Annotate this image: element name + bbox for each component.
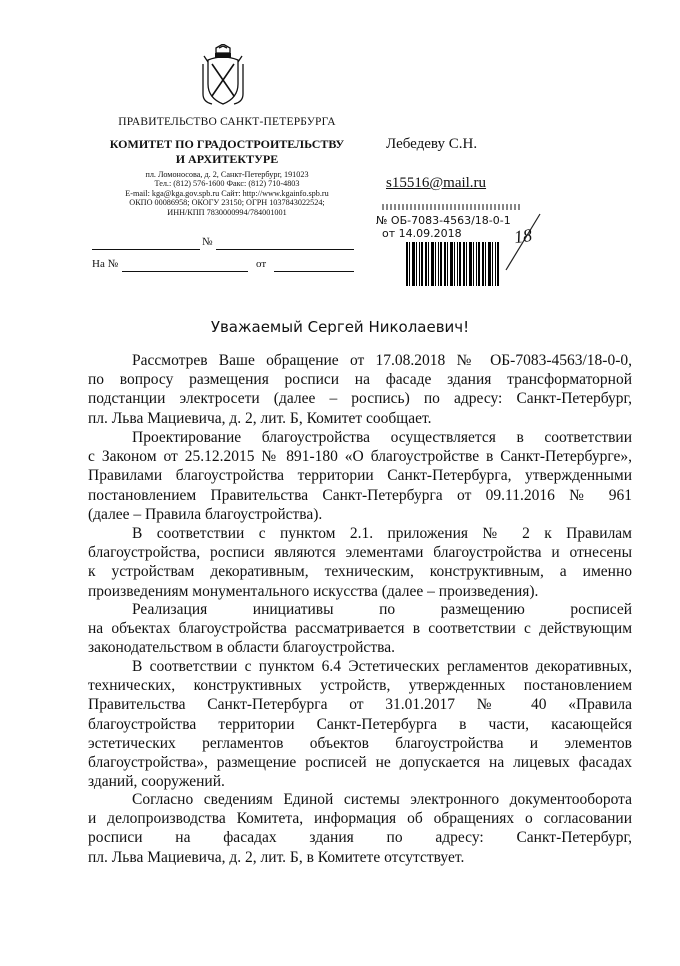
paragraph-line: В соответствии с пунктом 6.4 Эстетических регламентов декоративных,	[132, 658, 632, 675]
paragraph-line: росписи на фасадах здания по адресу: Санкт-Петербург,	[88, 829, 632, 847]
paragraph-line: Реализация инициативы по размещению росписей	[132, 601, 632, 618]
coat-of-arms-icon	[200, 44, 246, 108]
greeting: Уважаемый Сергей Николаевич!	[210, 318, 470, 336]
paragraph-line: законодательством в области благоустройства.	[88, 639, 395, 657]
barcode-icon	[406, 242, 500, 286]
contact-codes: ОКПО 00086958; ОКОГУ 23150; ОГРН 1037843022524;	[129, 198, 325, 208]
paragraph-2	[88, 428, 632, 524]
paragraph-line: по вопросу размещения росписи на фасаде здания трансформаторной	[88, 371, 632, 389]
paragraph-6	[88, 790, 632, 867]
paragraph-line: благоустройства, росписи являются элементами благоустройства и отнесены	[88, 544, 632, 562]
paragraph-4	[88, 600, 632, 658]
paragraph-1	[88, 351, 632, 428]
reg-number-line	[216, 249, 354, 250]
paragraph-line: Правительства Санкт-Петербурга от 31.01.2017 № 40 «Правила	[88, 696, 632, 714]
contact-inn: ИНН/КПП 7830000994/784001001	[167, 207, 287, 217]
paragraph-line: пл. Льва Мациевича, д. 2, лит. Б, Комитет сообщает.	[88, 409, 432, 427]
paragraph-line: зданий, сооружений.	[88, 773, 225, 791]
paragraph-line: технических, конструктивных устройств, утвержденных постановлением	[88, 677, 632, 695]
paragraph-3	[88, 524, 632, 601]
paragraph-line: пл. Льва Мациевича, д. 2, лит. Б, в Комитете отсутствует.	[88, 848, 465, 866]
paragraph-line: и делопроизводства Комитета, информация об обращениях о согласовании	[88, 810, 632, 828]
contact-address: пл. Ломоносова, д. 2, Санкт-Петербург, 191023	[145, 170, 309, 179]
paragraph-line: к устройствам декоративным, техническим, конструктивным, а именно	[88, 563, 632, 581]
from-label: от	[256, 258, 267, 270]
paragraph-line: Рассмотрев Ваше обращение от 17.08.2018 № ОБ-7083-4563/18-0-0,	[132, 352, 632, 369]
in-reply-label: На №	[92, 258, 119, 270]
contact-email-site: E-mail: kga@kga.gov.spb.ru Сайт: http://www.kgainfo.spb.ru	[125, 188, 329, 198]
paragraph-line: (далее – Правила благоустройства).	[88, 505, 323, 523]
paragraph-line: постановлением Правительства Санкт-Петербурга от 09.11.2016 № 961	[88, 486, 632, 504]
paragraph-line: произведениям монументального искусства (далее – произведения).	[88, 582, 539, 600]
government-name: ПРАВИТЕЛЬСТВО САНКТ-ПЕТЕРБУРГА	[118, 116, 336, 128]
paragraph-line: Согласно сведениям Единой системы электронного документооборота	[132, 791, 632, 808]
committee-name-line2: И АРХИТЕКТУРЕ	[175, 152, 279, 166]
paragraph-line: В соответствии с пунктом 2.1. приложения № 2 к Правилам	[132, 525, 632, 542]
committee-name	[92, 137, 362, 167]
paragraph-line: благоустройства», размещение росписей не допускается на лицевых фасадах	[88, 754, 632, 772]
committee-contacts	[92, 170, 362, 217]
stamp-number: № ОБ-7083-4563/18-0-1	[376, 214, 511, 227]
paragraph-line: Правилами благоустройства территории Санкт-Петербурга, утвержденными	[88, 467, 632, 485]
in-reply-date-line	[274, 271, 354, 272]
paragraph-line: с Законом от 25.12.2015 № 891-180 «О благоустройстве в Санкт-Петербурге»,	[88, 448, 632, 466]
addressee-email: s15516@mail.ru	[386, 175, 487, 191]
paragraph-line: подстанции электросети (далее – роспись) по адресу: Санкт-Петербург,	[88, 390, 632, 408]
paragraph-5	[88, 657, 632, 791]
contact-phone: Тел.: (812) 576-1600 Факс: (812) 710-4803	[154, 179, 300, 189]
addressee-name: Лебедеву С.Н.	[386, 136, 478, 152]
reg-date-line	[92, 249, 200, 250]
stamp-header-text	[382, 204, 522, 210]
stamp-date: от 14.09.2018	[382, 227, 462, 240]
paragraph-line: благоустройства территории Санкт-Петербурга в части, касающейся	[88, 715, 632, 733]
reg-number-label: №	[202, 236, 213, 248]
paragraph-line: на объектах благоустройства рассматривается в соответствии с действующим	[88, 620, 632, 638]
in-reply-number-line	[122, 271, 248, 272]
handwritten-number: 18	[512, 224, 534, 248]
committee-name-line1: КОМИТЕТ ПО ГРАДОСТРОИТЕЛЬСТВУ	[109, 137, 345, 151]
paragraph-line: Проектирование благоустройства осуществляется в соответствии	[132, 429, 632, 446]
paragraph-line: эстетических регламентов объектов благоустройства и элементов	[88, 734, 632, 752]
